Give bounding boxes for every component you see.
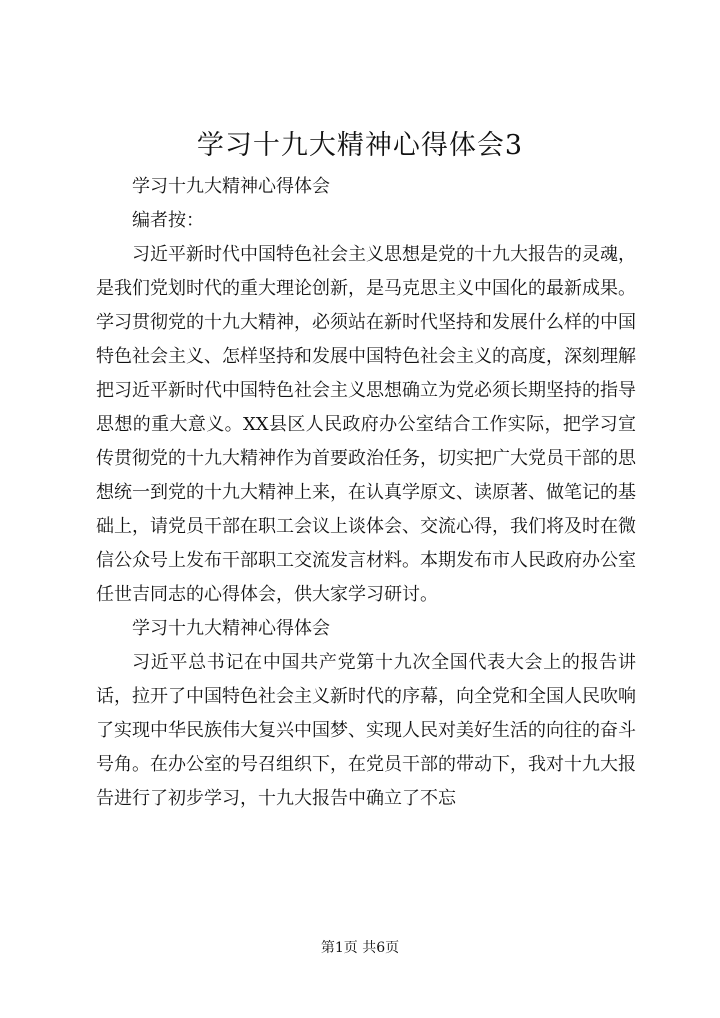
- editor-note-label: 编者按：: [132, 210, 204, 231]
- document-body: [96, 170, 636, 816]
- subtitle-line: 学习十九大精神心得体会: [132, 176, 330, 197]
- page-footer: 第1页 共6页: [320, 940, 400, 956]
- document-title: 学习十九大精神心得体会3: [196, 130, 524, 161]
- paragraph-main: 习近平总书记在中国共产党第十九次全国代表大会上的报告讲话，拉开了中国特色社会主义新时代的序幕，向全党和全国人民吹响了实现中华民族伟大复兴中国梦、实现人民对美好生活的向往的奋斗号角。在办公室的号召组织下，在党员干部的带动下，我对十九大报告进行了初步学习，十九大报告中确立了不忘: [96, 652, 636, 809]
- section-heading: 学习十九大精神心得体会: [132, 618, 330, 639]
- paragraph-editor-note: 习近平新时代中国特色社会主义思想是党的十九大报告的灵魂，是我们党划时代的重大理论创新，是马克思主义中国化的最新成果。学习贯彻党的十九大精神，必须站在新时代坚持和发展什么样的中国特色社会主义、怎样坚持和发展中国特色社会主义的高度，深刻理解把习近平新时代中国特色社会主义思想确立为党必须长期坚持的指导思想的重大意义。XX县区人民政府办公室结合工作实际，把学习宣传贯彻党的十九大精神作为首要政治任务，切实把广大党员干部的思想统一到党的十九大精神上来，在认真学原文、读原著、做笔记的基础上，请党员干部在职工会议上谈体会、交流心得，我们将及时在微信公众号上发布干部职工交流发言材料。本期发布市人民政府办公室任世吉同志的心得体会，供大家学习研讨。: [96, 244, 636, 605]
